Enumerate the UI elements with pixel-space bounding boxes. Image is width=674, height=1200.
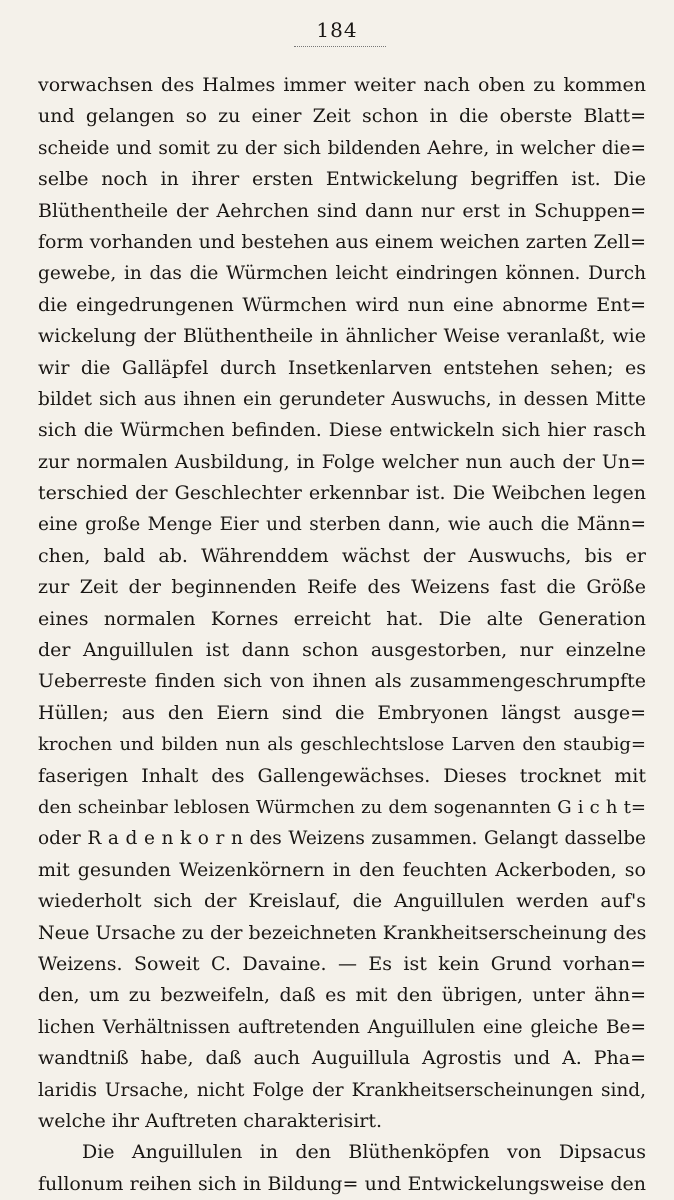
text-line: wir die Galläpfel durch Insetkenlarven entstehen sehen; es [38,356,646,379]
text-line: form vorhanden und bestehen aus einem weichen zarten Zell= [38,230,646,253]
text-line: oder R a d e n k o r n des Weizens zusammen. Gelangt dasselbe [38,828,646,850]
text-line: gewebe, in das die Würmchen leicht eindringen können. Durch [38,263,646,285]
text-line: vorwachsen des Halmes immer weiter nach oben zu kommen [38,74,646,96]
text-line: lichen Verhältnissen auftretenden Anguillulen eine gleiche Be= [38,1016,646,1038]
text-line: selbe noch in ihrer ersten Entwickelung begriffen ist. Die [38,168,646,191]
text-line: Blüthentheile der Aehrchen sind dann nur erst in Schuppen= [38,199,646,222]
body-text [38,70,646,1200]
text-line: welche ihr Auftreten charakterisirt. [38,1109,383,1132]
text-line: Hüllen; aus den Eiern sind die Embryonen längst ausge= [38,701,646,724]
paragraph-start-line: Die Anguillulen in den Blüthenköpfen von Dipsacus [82,1141,646,1164]
text-line: und gelangen so zu einer Zeit schon in die oberste Blatt= [38,105,646,128]
text-line: die eingedrungenen Würmchen wird nun eine abnorme Ent= [38,293,646,316]
text-line: faserigen Inhalt des Gallengewächses. Dieses trocknet mit [38,764,646,787]
text-line: eines normalen Kornes erreicht hat. Die alte Generation [38,607,646,630]
text-line: Neue Ursache zu der bezeichneten Krankheitserscheinung des [38,921,646,944]
text-line: eine große Menge Eier und sterben dann, wie auch die Männ= [38,514,646,536]
text-line: laridis Ursache, nicht Folge der Krankheitserscheinungen sind, [38,1079,646,1101]
page-number: 184 [316,18,358,42]
text-line: chen, bald ab. Währenddem wächst der Auswuchs, bis er [38,544,646,567]
text-line: terschied der Geschlechter erkennbar ist. Die Weibchen legen [38,482,646,505]
text-line: Ueberreste finden sich von ihnen als zusammengeschrumpfte [38,670,646,693]
text-line: sich die Würmchen befinden. Diese entwickeln sich hier rasch [38,419,646,442]
text-line: den scheinbar leblosen Würmchen zu dem sogenannten G i c h t= [38,796,646,818]
text-line: fullonum reihen sich in Bildung= und Entwickelungsweise den [38,1172,646,1195]
text-line: mit gesunden Weizenkörnern in den feuchten Ackerboden, so [38,858,646,881]
text-line: krochen und bilden nun als geschlechtslose Larven den staubig= [38,734,646,756]
text-line: bildet sich aus ihnen ein gerundeter Auswuchs, in dessen Mitte [38,388,646,410]
text-line: zur Zeit der beginnenden Reife des Weizens fast die Größe [38,576,646,599]
text-line: wickelung der Blüthentheile in ähnlicher Weise veranlaßt, wie [38,325,646,348]
text-line: wiederholt sich der Kreislauf, die Anguillulen werden auf's [38,890,646,913]
header-rule [294,46,386,47]
text-line: zur normalen Ausbildung, in Folge welcher nun auch der Un= [38,450,646,473]
text-line: der Anguillulen ist dann schon ausgestorben, nur einzelne [38,639,646,662]
text-line: den, um zu bezweifeln, daß es mit den übrigen, unter ähn= [38,984,646,1007]
text-line: scheide und somit zu der sich bildenden Aehre, in welcher die= [38,137,646,159]
text-line: wandtniß habe, daß auch Auguillula Agrostis und A. Pha= [38,1047,646,1070]
text-line: Weizens. Soweit C. Davaine. — Es ist kein Grund vorhan= [38,952,646,975]
